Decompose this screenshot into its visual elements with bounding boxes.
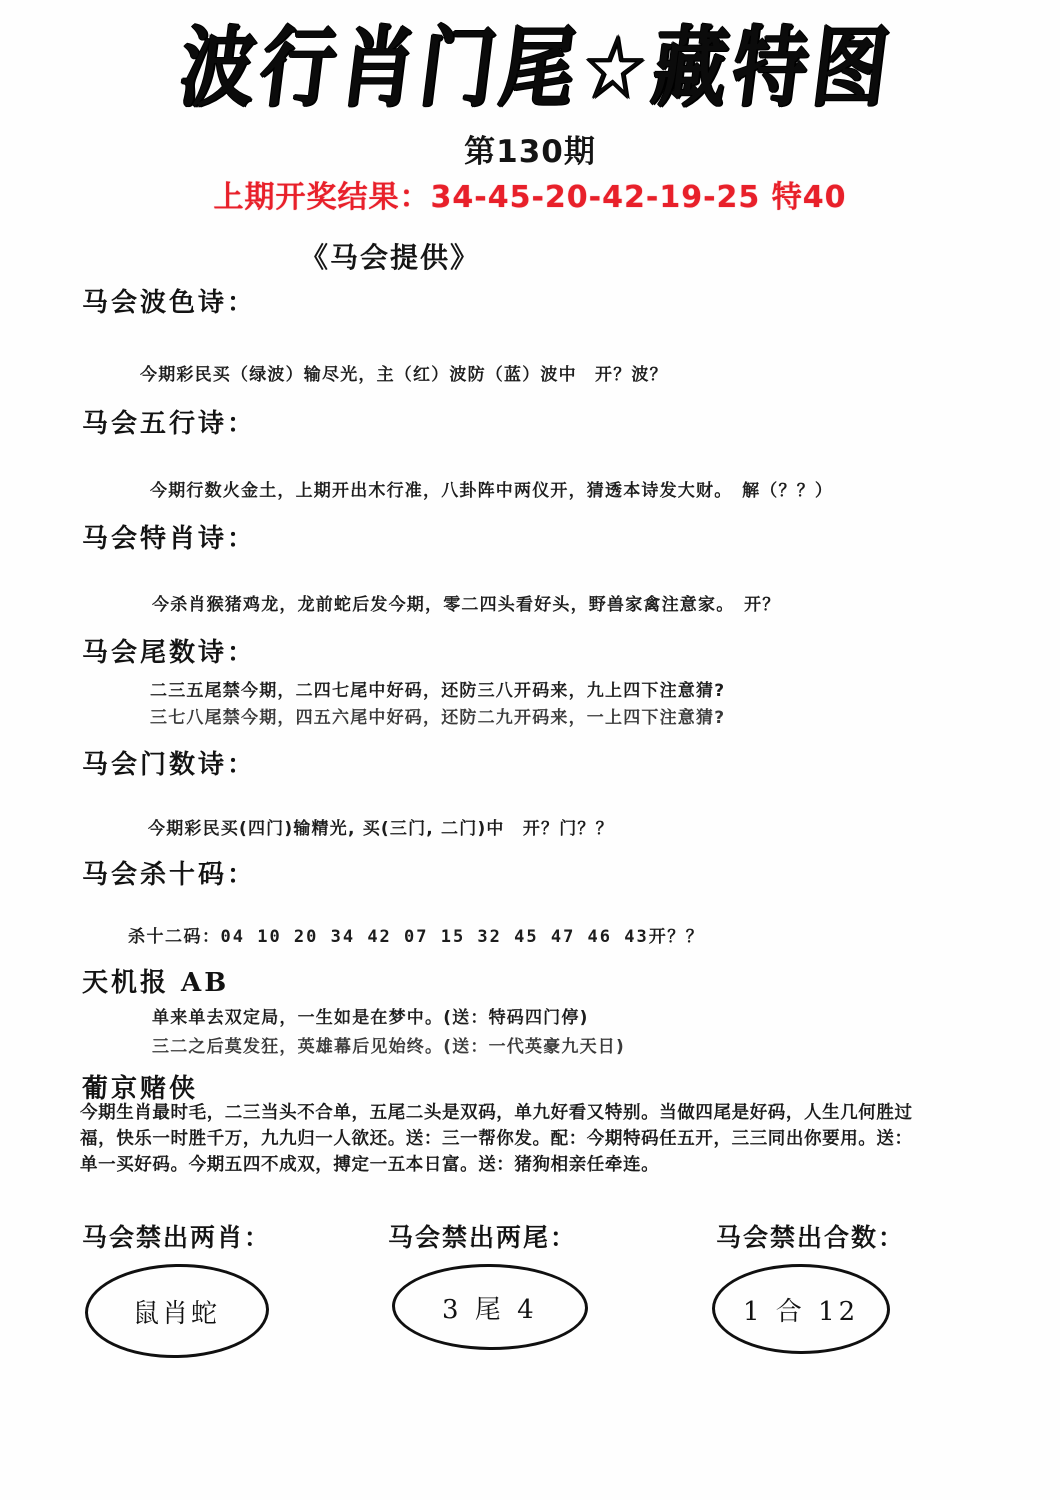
section-heading-bose: 马会波色诗： [82,288,257,318]
pujing-line-2: 福，快乐一时胜千万，九九归一人欲还。送：三一帮你发。配：今期特码任五开，三三同出你要用。送： [80,1129,913,1149]
source-tag: 《马会提供》 [300,241,481,274]
section-heading-wuxing: 马会五行诗： [82,409,257,439]
section-heading-menshu: 马会门数诗： [82,750,257,780]
oval-forbidden-tail [392,1264,588,1350]
poem-line-tianjibao-2: 三二之后莫发狂，英雄幕后见始终。(送：一代英豪九天日) [152,1037,625,1057]
poem-line-menshu-1: 今期彩民买(四门)输精光, 买(三门, 二门)中 开？门？？ [148,819,614,839]
banner-title [0,18,1060,124]
bottom-heading-forbidden-zodiac: 马会禁出两肖： [82,1223,272,1252]
section-heading-weishu: 马会尾数诗： [82,638,257,668]
oval-value-forbidden-tail: 3 尾 4 [442,1294,538,1325]
previous-draw-result: 上期开奖结果：34-45-20-42-19-25 特40 [213,180,847,215]
oval-forbidden-zodiac [85,1264,269,1358]
pujing-line-1: 今期生肖最时毛，二三当头不合单，五尾二头是双码，单九好看又特别。当做四尾是好码，人生几何胜过 [80,1103,913,1123]
section-heading-texiao: 马会特肖诗： [82,524,257,554]
section-heading-shashima: 马会杀十码： [82,860,257,890]
bottom-heading-forbidden-sum: 马会禁出合数： [716,1223,906,1252]
poem-line-bose-1: 今期彩民买（绿波）输尽光，主（红）波防（蓝）波中 开？波？ [140,365,668,385]
kill-numbers-label: 杀十二码： [128,927,221,947]
banner-title-text: 波行肖门尾☆藏特图 [174,17,900,120]
oval-value-forbidden-zodiac: 鼠肖蛇 [133,1298,221,1329]
section-heading-tianjibao: 天机报 AB [82,968,230,998]
oval-shape-3 [712,1263,891,1354]
oval-shape-2 [392,1263,589,1351]
pujing-paragraph [80,1100,980,1178]
kill-numbers-suffix: 开？？ [648,927,705,947]
pujing-line-3: 单一买好码。今期五四不成双，搏定一五本日富。送：猪狗相亲任牵连。 [80,1155,660,1175]
oval-value-forbidden-sum: 1 合 12 [742,1296,860,1327]
bottom-heading-forbidden-tail: 马会禁出两尾： [388,1223,578,1252]
issue-number: 第130期 [464,134,596,170]
kill-numbers-row [128,922,704,947]
kill-numbers-values: 04 10 20 34 42 07 15 32 45 47 46 43 [220,927,649,947]
section-heading-pujing: 葡京赌侠 [82,1074,199,1104]
poem-line-weishu-2: 三七八尾禁今期，四五六尾中好码，还防二九开码来，一上四下注意猜? [150,708,726,728]
poem-line-texiao-1: 今杀肖猴猪鸡龙，龙前蛇后发今期，零二四头看好头，野兽家禽注意家。 开？ [152,595,781,615]
poem-line-wuxing-1: 今期行数火金土，上期开出木行准，八卦阵中两仪开，猜透本诗发大财。 解（？？） [150,481,834,501]
poem-line-tianjibao-1: 单来单去双定局，一生如是在梦中。(送：特码四门停) [152,1008,589,1028]
oval-forbidden-sum [712,1264,890,1354]
oval-shape-1 [84,1262,270,1360]
poem-line-weishu-1: 二三五尾禁今期，二四七尾中好码，还防三八开码来，九上四下注意猜? [150,681,726,701]
